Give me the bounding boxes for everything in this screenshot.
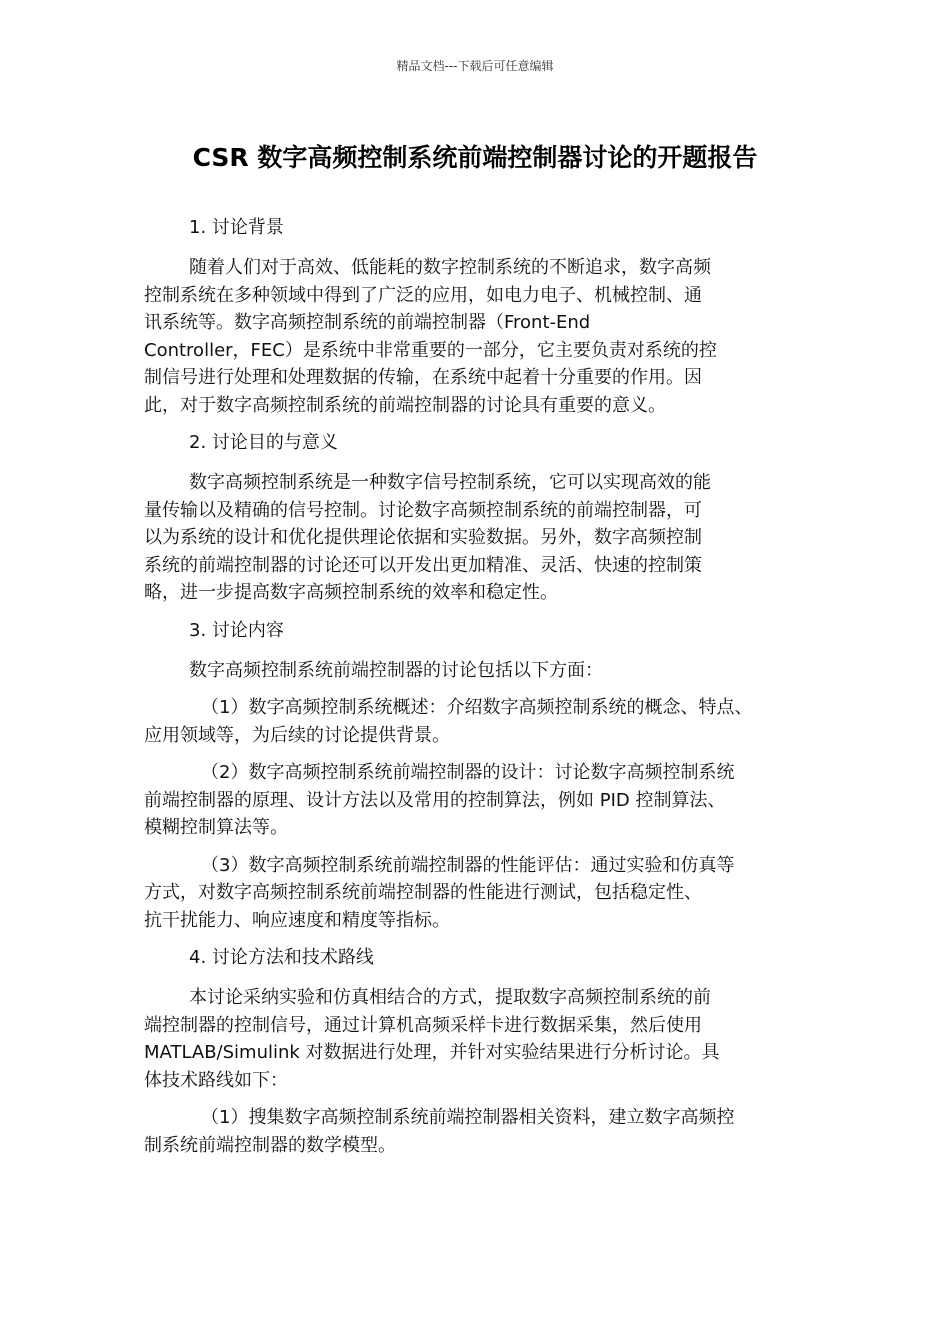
paragraph-line: （2）数字高频控制系统前端控制器的设计：讨论数字高频控制系统: [201, 762, 735, 783]
list-item-paragraph: [144, 694, 814, 749]
paragraph-line: 体技术路线如下：: [144, 1069, 288, 1091]
document-title: CSR 数字高频控制系统前端控制器讨论的开题报告: [192, 143, 758, 172]
paragraph-line: 讯系统等。数字高频控制系统的前端控制器（Front-End: [144, 312, 591, 333]
paragraph-line: 本讨论采纳实验和仿真相结合的方式，提取数字高频控制系统的前: [189, 987, 711, 1008]
paragraph-line: 数字高频控制系统前端控制器的讨论包括以下方面：: [189, 659, 603, 681]
section-heading: 4. 讨论方法和技术路线: [189, 947, 374, 968]
paragraph-line: 略，进一步提高数字高频控制系统的效率和稳定性。: [144, 582, 558, 603]
paragraph-line: Controller，FEC）是系统中非常重要的一部分，它主要负责对系统的控: [144, 339, 717, 361]
paragraph-line: MATLAB/Simulink 对数据进行处理，并针对实验结果进行分析讨论。具: [144, 1042, 720, 1063]
paragraph-line: （1）搜集数字高频控制系统前端控制器相关资料，建立数字高频控: [201, 1107, 735, 1128]
section-heading: 3. 讨论内容: [189, 619, 284, 641]
paragraph-line: 随着人们对于高效、低能耗的数字控制系统的不断追求，数字高频: [189, 257, 711, 278]
paragraph: [144, 254, 814, 419]
paragraph-line: 数字高频控制系统是一种数字信号控制系统，它可以实现高效的能: [189, 472, 711, 493]
list-item-paragraph: [144, 1104, 814, 1159]
paragraph-line: 端控制器的控制信号，通过计算机高频采样卡进行数据采集，然后使用: [144, 1014, 702, 1036]
paragraph-line: （3）数字高频控制系统前端控制器的性能评估：通过实验和仿真等: [201, 854, 735, 876]
paragraph-line: 控制系统在多种领域中得到了广泛的应用，如电力电子、机械控制、通: [144, 284, 702, 306]
paragraph-line: 制系统前端控制器的数学模型。: [144, 1134, 396, 1156]
paragraph-line: 量传输以及精确的信号控制。讨论数字高频控制系统的前端控制器，可: [144, 499, 702, 521]
paragraph-line: 以为系统的设计和优化提供理论依据和实验数据。另外，数字高频控制: [144, 527, 702, 548]
paragraph-line: 前端控制器的原理、设计方法以及常用的控制算法，例如 PID 控制算法、: [144, 789, 726, 811]
list-item-paragraph: [144, 852, 814, 935]
section-heading: 1. 讨论背景: [189, 217, 284, 238]
paragraph-line: 方式，对数字高频控制系统前端控制器的性能进行测试，包括稳定性、: [144, 882, 702, 903]
paragraph-line: 模糊控制算法等。: [144, 817, 288, 838]
paragraph: [144, 657, 814, 685]
header-note: 精品文档---下载后可任意编辑: [396, 59, 554, 73]
paragraph-line: 抗干扰能力、响应速度和精度等指标。: [144, 909, 450, 931]
paragraph-line: 制信号进行处理和处理数据的传输，在系统中起着十分重要的作用。因: [144, 367, 702, 388]
paragraph-line: 应用领域等，为后续的讨论提供背景。: [144, 724, 450, 746]
list-item-paragraph: [144, 759, 814, 842]
paragraph-line: 系统的前端控制器的讨论还可以开发出更加精准、灵活、快速的控制策: [144, 554, 702, 576]
paragraph-line: 此，对于数字高频控制系统的前端控制器的讨论具有重要的意义。: [144, 394, 666, 416]
section-heading: 2. 讨论目的与意义: [189, 432, 338, 453]
paragraph: [144, 984, 814, 1094]
document-body: [144, 214, 814, 1169]
paragraph-line: （1）数字高频控制系统概述：介绍数字高频控制系统的概念、特点、: [201, 697, 753, 718]
paragraph: [144, 469, 814, 607]
